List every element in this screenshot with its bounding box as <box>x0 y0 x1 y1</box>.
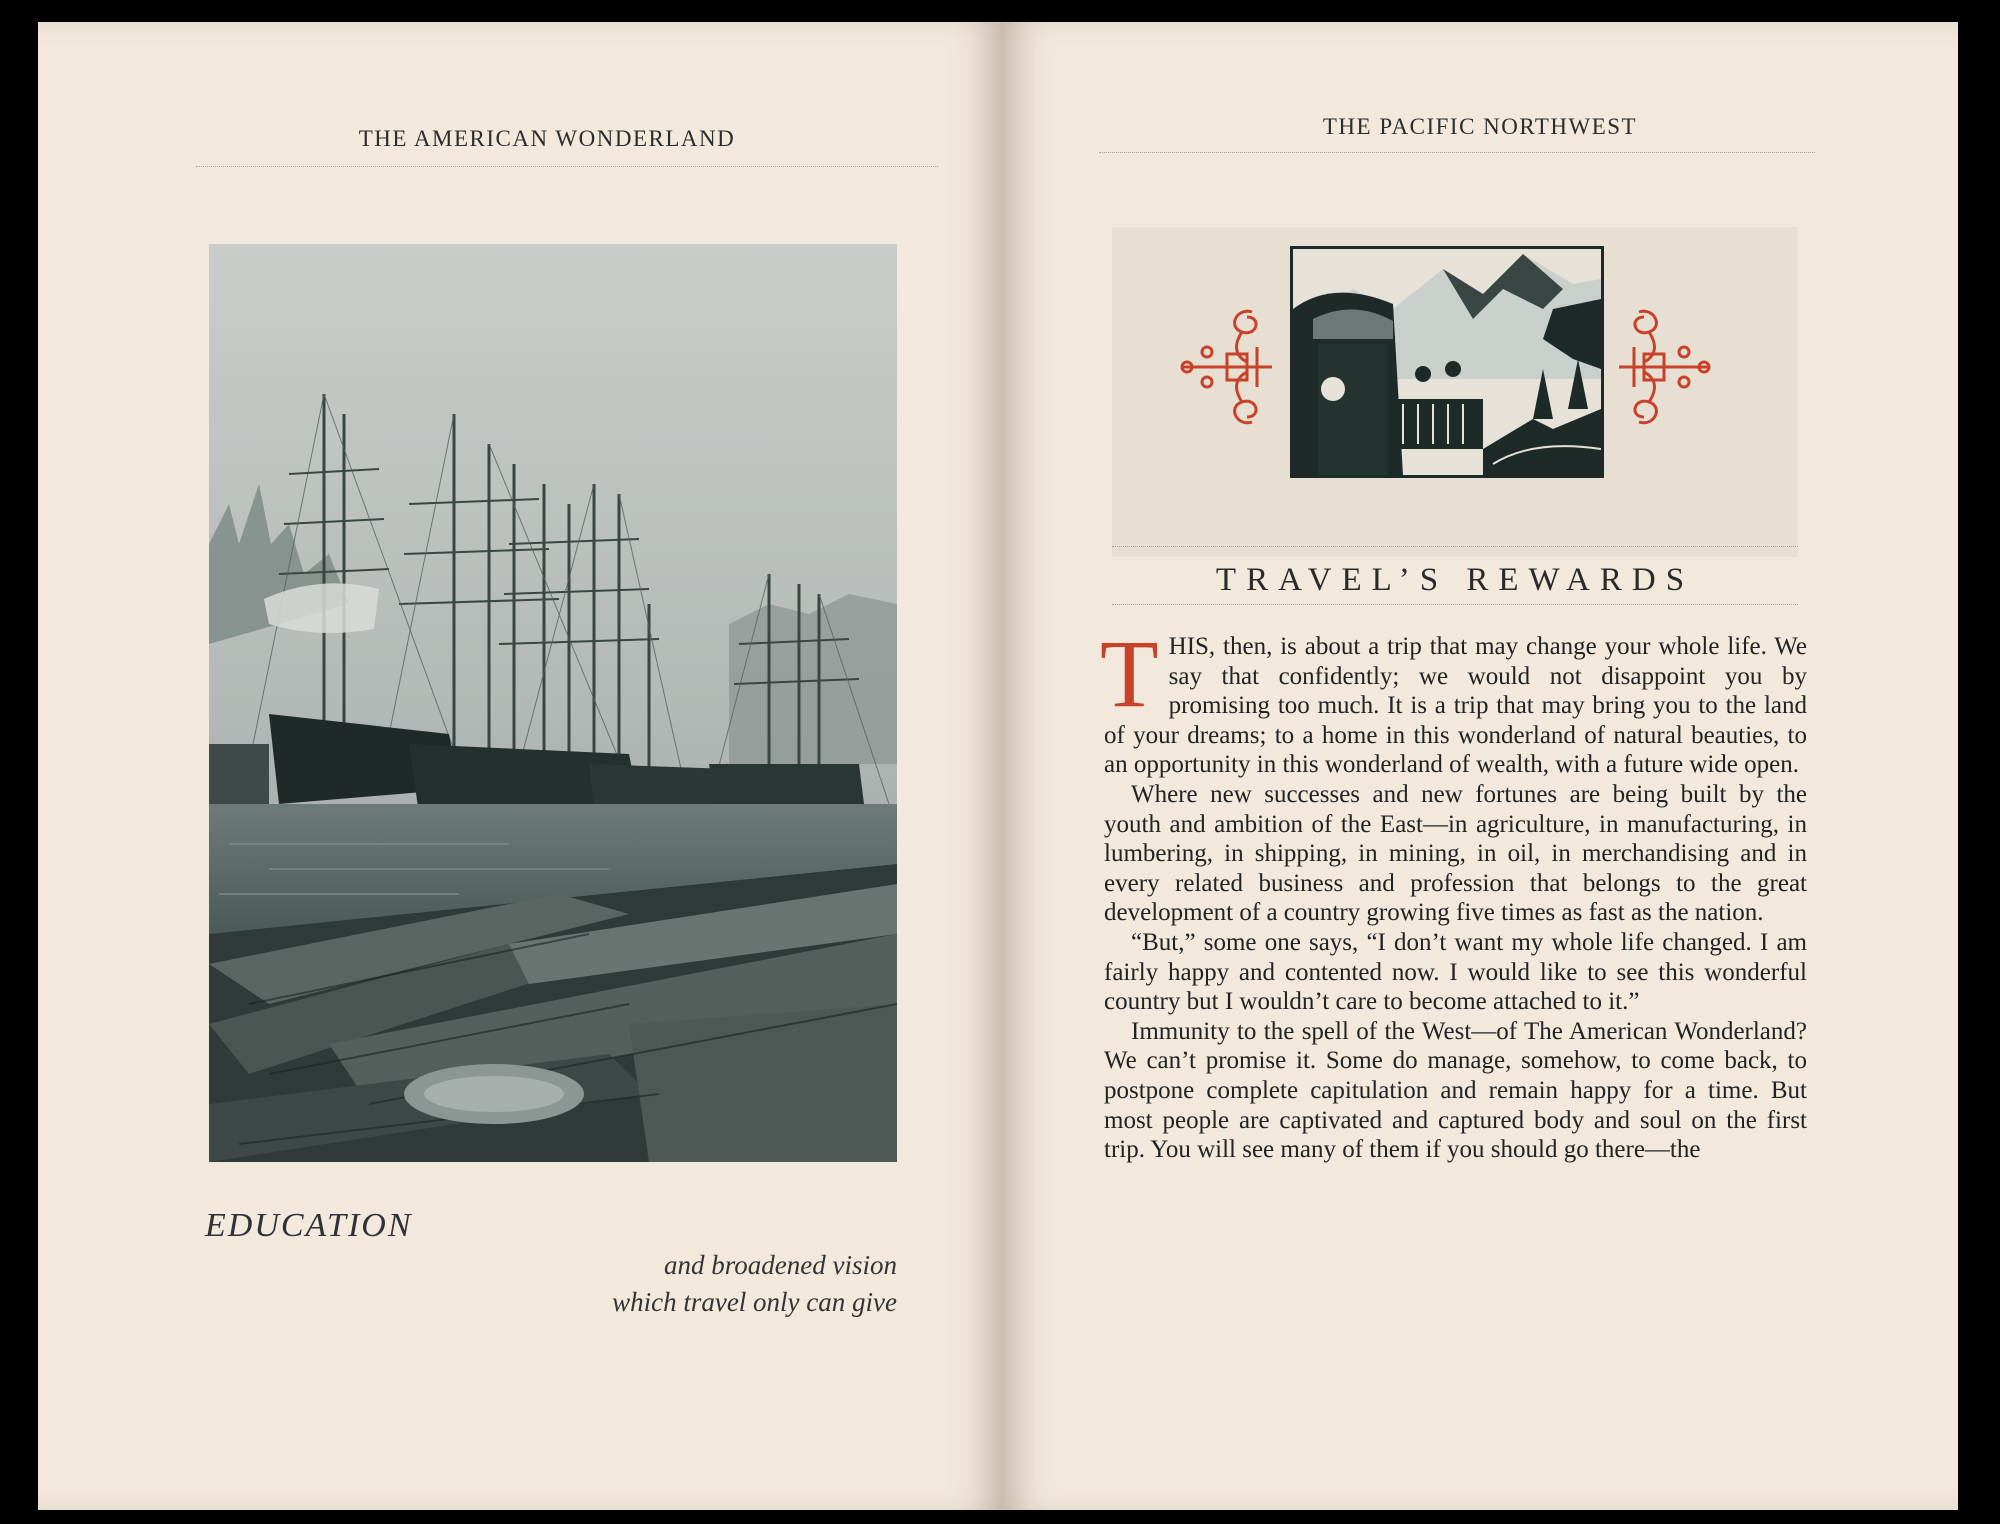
right-page <box>1002 22 1958 1510</box>
paragraph-2: Where new successes and new fortunes are being built by the youth and ambition of the East—in agriculture, in manufacturing, in lumbering, in shipping, in mining, in oil, in merchandising and in every related business and profession that belongs to the great development of a country growing five times as fast as the nation. <box>1104 780 1807 927</box>
paragraph-4: Immunity to the spell of the West—of The American Wonderland? We can’t promise it. Some do manage, somehow, to come back, to postpone complete capitulation and remain happy for a time. But most people are captivated and captured body and soul on the first trip. You will see many of them if you should go there—the <box>1104 1017 1807 1164</box>
caption-line-1: and broadened vision <box>664 1250 897 1280</box>
title-rule-bottom <box>1112 604 1798 605</box>
running-head-right: THE PACIFIC NORTHWEST <box>1322 114 1638 139</box>
body-text <box>1100 620 1807 1165</box>
ornament-right-icon <box>1614 292 1714 442</box>
drop-cap: T <box>1100 620 1159 727</box>
title-rule-top <box>1112 546 1798 547</box>
paragraph-1: THIS, then, is about a trip that may change your whole life. We say that confidently; we would not disappoint you by promising too much. It is a trip that may bring you to the land of your dreams; to a home in this wonderland of natural beauties, to an opportunity in this wonderland of wealth, with a future wide open. <box>1100 620 1807 779</box>
caption-line-2: which travel only can give <box>612 1287 897 1317</box>
left-page <box>38 22 1002 1510</box>
harbor-photo <box>209 244 897 1162</box>
ornament-left-icon <box>1177 292 1277 442</box>
head-rule-left <box>196 166 938 167</box>
caption-title: EDUCATION <box>205 1207 413 1244</box>
paragraph-3: “But,” some one says, “I don’t want my whole life changed. I am fairly happy and contented now. I would like to see this wonderful country but I wouldn’t care to become attached to it.” <box>1104 928 1807 1016</box>
head-rule-right <box>1099 152 1815 153</box>
train-vignette <box>1290 246 1604 478</box>
running-head-left: THE AMERICAN WONDERLAND <box>358 126 736 151</box>
chapter-title: TRAVEL’S REWARDS <box>1215 562 1695 598</box>
